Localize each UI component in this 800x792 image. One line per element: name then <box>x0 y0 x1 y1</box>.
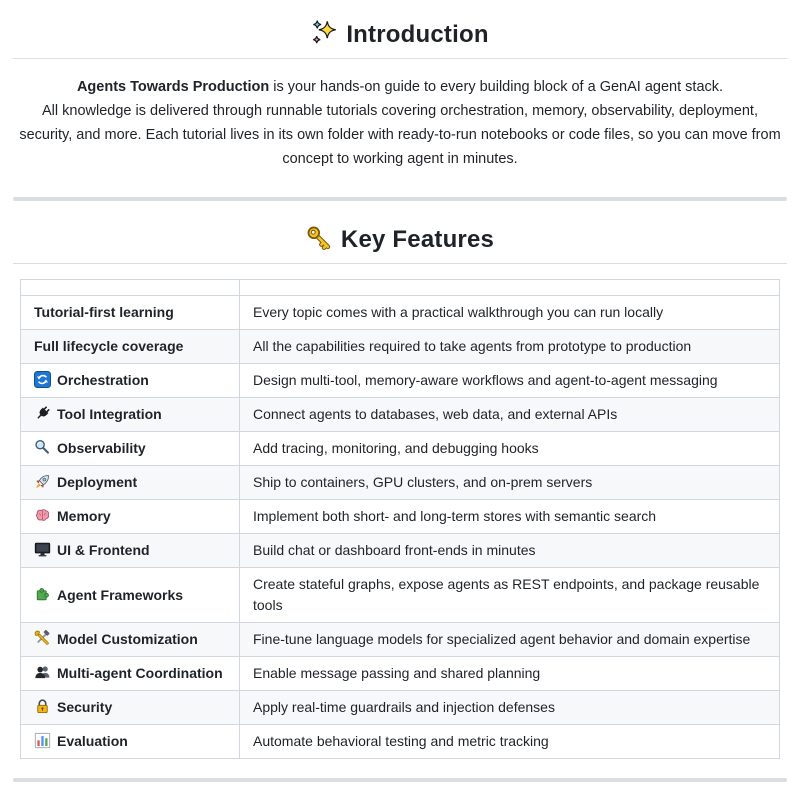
feature-row <box>21 623 780 657</box>
feature-description: Create stateful graphs, expose agents as REST endpoints, and package reusable tools <box>240 568 780 623</box>
rocket-icon <box>34 473 51 490</box>
feature-row <box>21 330 780 364</box>
intro-lead-bold: Agents Towards Production <box>76 79 270 95</box>
bar-chart-icon <box>34 732 51 749</box>
feature-description: Every topic comes with a practical walkthrough you can run locally <box>240 296 780 330</box>
feature-description: Build chat or dashboard front-ends in minutes <box>240 534 780 568</box>
key-icon <box>306 225 332 251</box>
intro-heading-text: Introduction <box>346 21 489 48</box>
feature-row <box>21 534 780 568</box>
section-divider <box>13 197 787 201</box>
feature-label-text: Evaluation <box>57 733 128 749</box>
plug-icon <box>34 405 51 422</box>
feature-label-text: Agent Frameworks <box>57 586 184 603</box>
feature-row <box>21 364 780 398</box>
feature-label-text: Deployment <box>57 474 138 490</box>
features-header-cell-left <box>21 280 240 296</box>
feature-label-text: Observability <box>57 440 146 456</box>
feature-row <box>21 691 780 725</box>
feature-label-text: Security <box>57 699 113 715</box>
feature-label-text: Full lifecycle coverage <box>34 338 184 354</box>
feature-label-text: Multi-agent Coordination <box>57 665 223 681</box>
monitor-icon <box>34 541 51 558</box>
magnifying-glass-icon <box>34 439 51 456</box>
busts-icon <box>34 664 51 681</box>
feature-label-text: Orchestration <box>57 372 149 388</box>
feature-label-text: UI & Frontend <box>57 542 150 558</box>
feature-row <box>21 398 780 432</box>
counterclockwise-arrows-icon <box>34 371 51 388</box>
puzzle-icon <box>34 586 51 603</box>
brain-icon <box>34 507 51 524</box>
hammer-wrench-icon <box>34 630 51 647</box>
feature-description: Connect agents to databases, web data, and external APIs <box>240 398 780 432</box>
key-features-heading-text: Key Features <box>340 226 495 253</box>
feature-description: Ship to containers, GPU clusters, and on-prem servers <box>240 466 780 500</box>
features-table <box>20 279 780 759</box>
intro-body-text: All knowledge is delivered through runnable tutorials covering orchestration, memory, observability, deployment, security, and more. Each tutorial lives in its own folder with ready-to-run notebooks or code files, so you can move from concept to working agent in minutes. <box>19 103 781 167</box>
intro-lead-rest: is your hands-on guide to every building block of a GenAI agent stack. <box>269 79 724 95</box>
feature-description: Fine-tune language models for specialized agent behavior and domain expertise <box>240 623 780 657</box>
feature-label-text: Model Customization <box>57 631 198 647</box>
feature-description: All the capabilities required to take agents from prototype to production <box>240 330 780 364</box>
feature-row <box>21 500 780 534</box>
feature-description: Apply real-time guardrails and injection defenses <box>240 691 780 725</box>
lock-icon <box>34 698 51 715</box>
feature-row <box>21 296 780 330</box>
feature-description: Design multi-tool, memory-aware workflows and agent-to-agent messaging <box>240 364 780 398</box>
features-table-body <box>21 296 780 759</box>
feature-description: Implement both short- and long-term stores with semantic search <box>240 500 780 534</box>
feature-description: Enable message passing and shared planning <box>240 657 780 691</box>
feature-row <box>21 466 780 500</box>
bottom-divider <box>13 778 787 782</box>
feature-description: Add tracing, monitoring, and debugging hooks <box>240 432 780 466</box>
features-table-wrapper <box>13 279 787 759</box>
intro-heading <box>13 20 787 59</box>
features-header-cell-right <box>240 280 780 296</box>
feature-label-text: Tool Integration <box>57 406 162 422</box>
features-header-row <box>21 280 780 296</box>
key-features-heading <box>13 225 787 264</box>
sparkles-icon <box>311 20 337 46</box>
feature-row <box>21 568 780 623</box>
feature-row <box>21 725 780 759</box>
feature-row <box>21 432 780 466</box>
feature-label-text: Memory <box>57 508 111 524</box>
feature-label-text: Tutorial-first learning <box>34 304 174 320</box>
intro-paragraph <box>14 75 786 171</box>
feature-description: Automate behavioral testing and metric tracking <box>240 725 780 759</box>
feature-row <box>21 657 780 691</box>
